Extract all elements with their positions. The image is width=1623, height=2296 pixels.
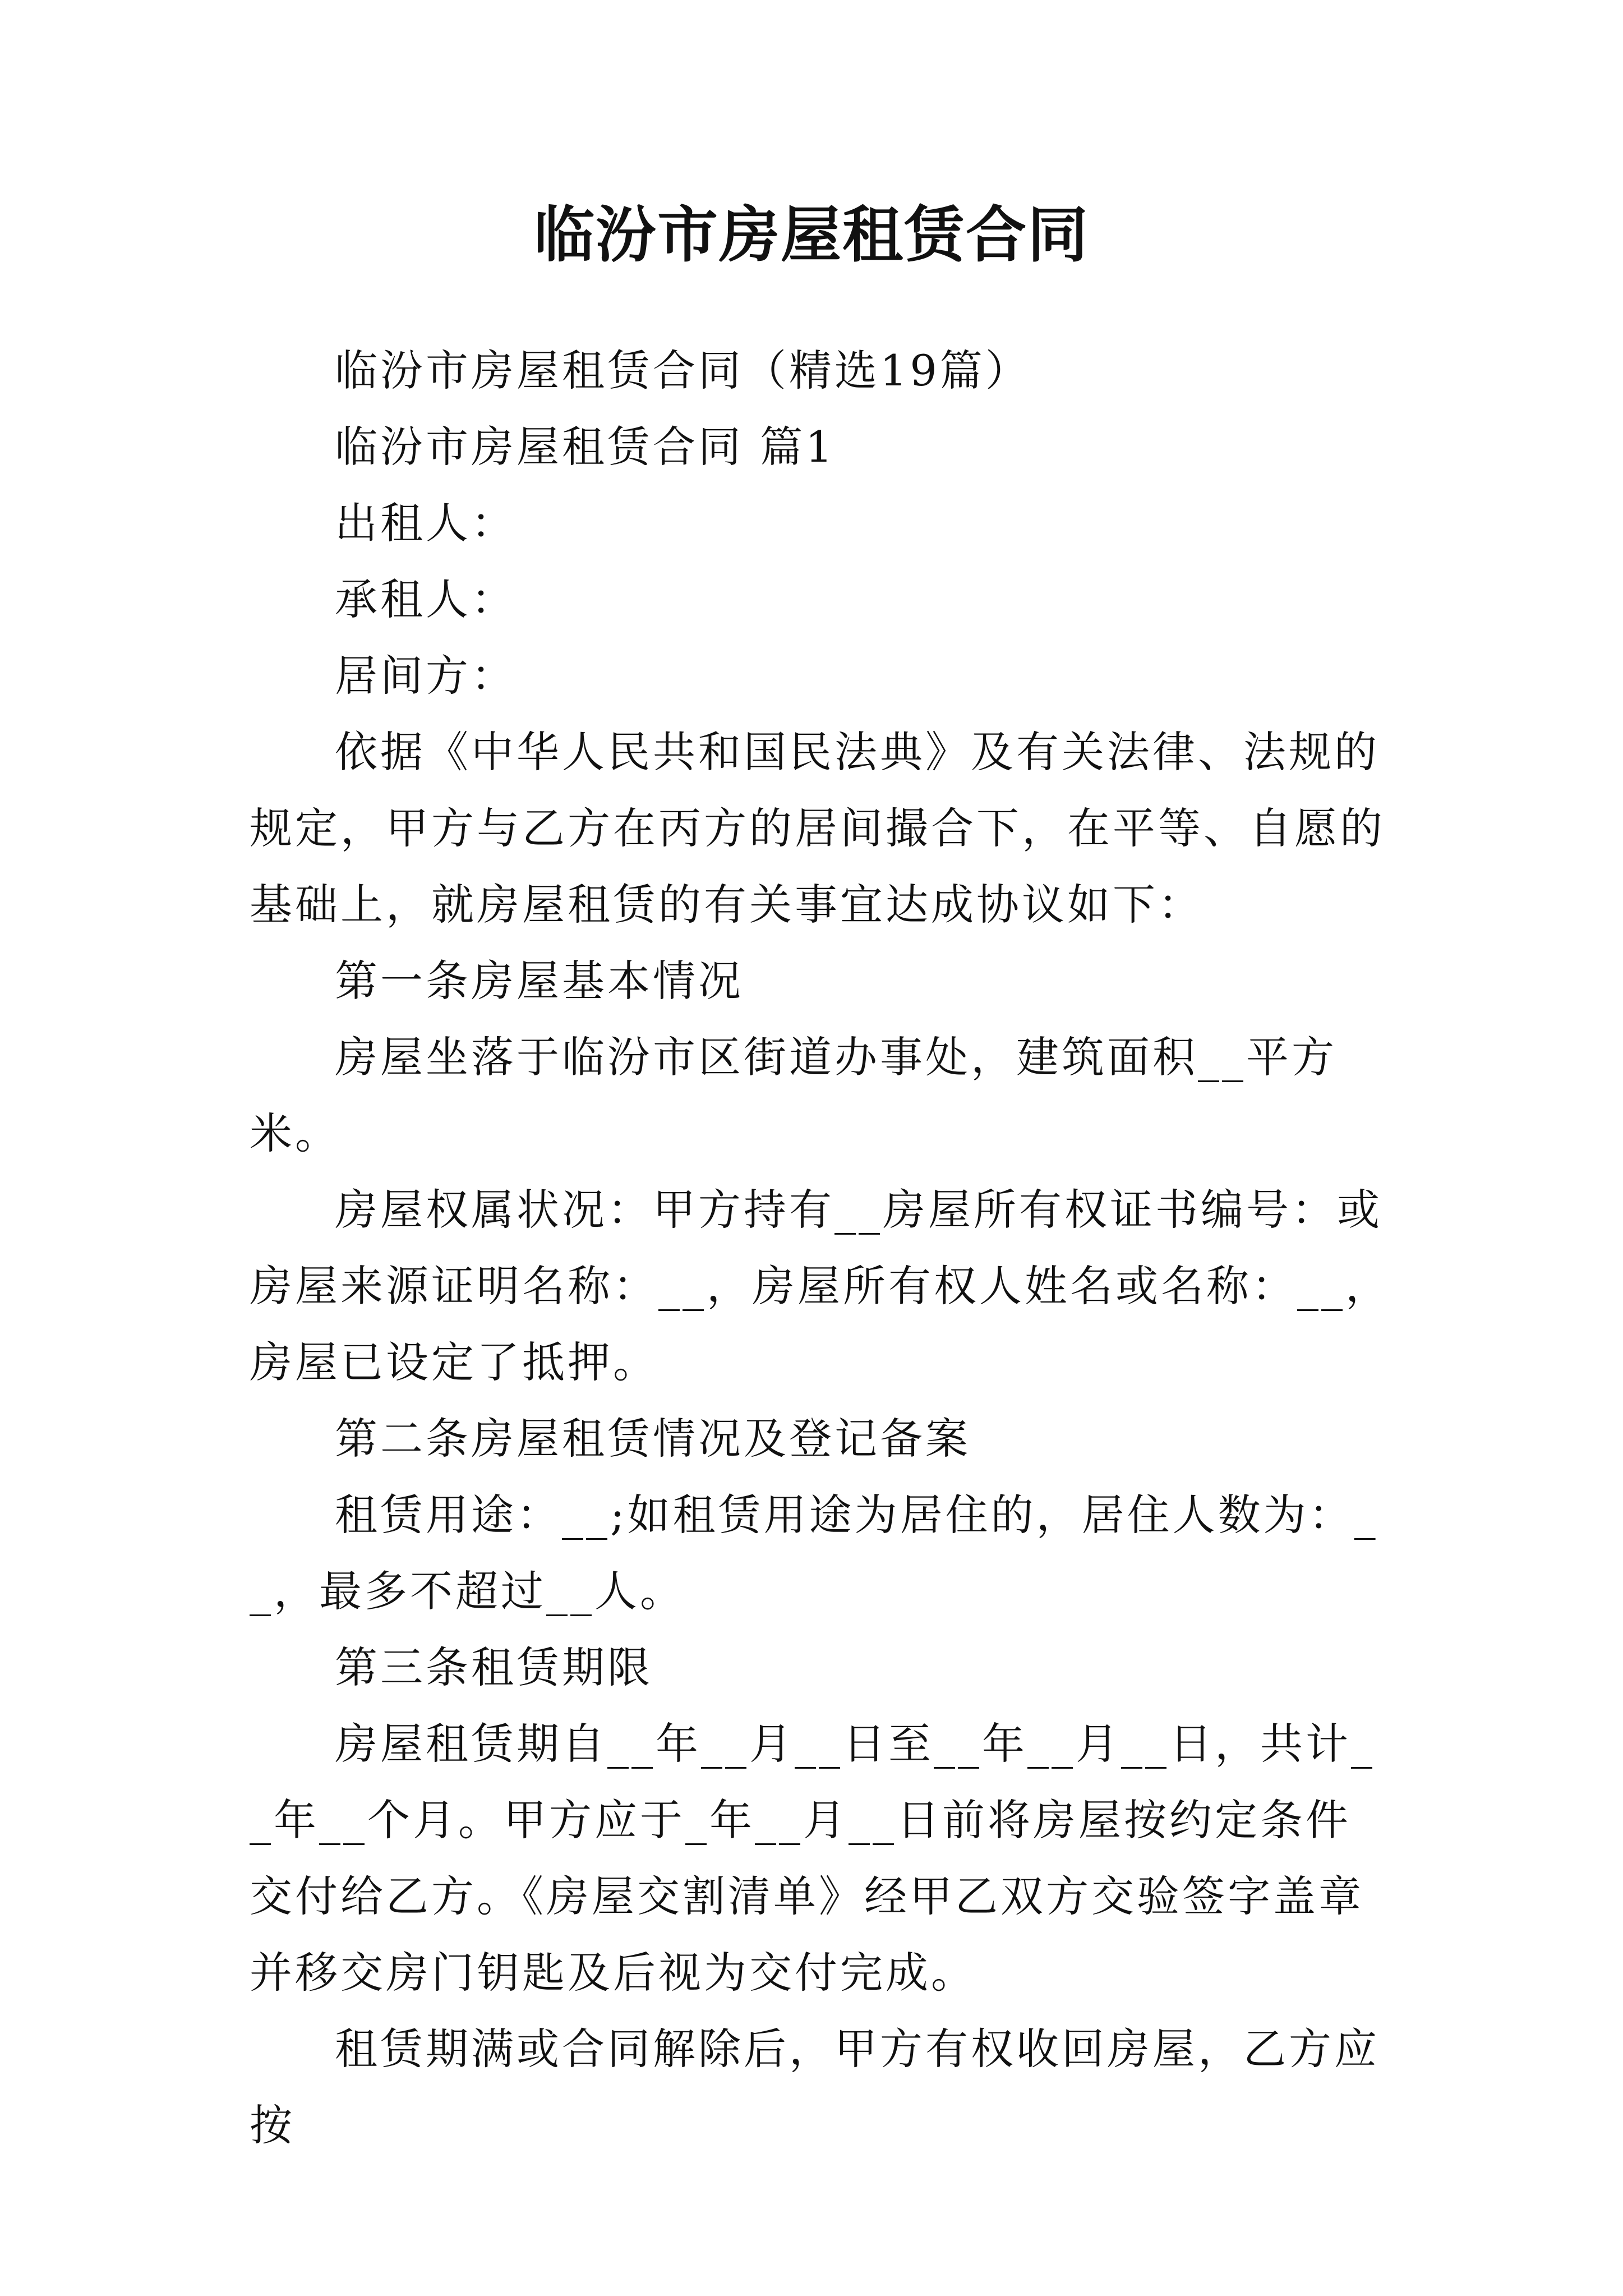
paragraph-article-3-heading: 第三条租赁期限 xyxy=(335,1642,653,1692)
paragraph-article-1-heading: 第一条房屋基本情况 xyxy=(335,956,744,1006)
paragraph-lessor: 出租人： xyxy=(335,498,517,548)
paragraph-usage: 租赁用途：__;如租赁用途为居住的，居住人数为：__，最多不超过__人。 xyxy=(250,1490,1378,1616)
document-title: 临汾市房屋租赁合同 xyxy=(533,200,1089,270)
paragraph-location: 房屋坐落于临汾市区街道办事处，建筑面积__平方米。 xyxy=(250,1032,1337,1158)
paragraph-lessee: 承租人： xyxy=(335,574,517,624)
document-body xyxy=(250,333,1394,2164)
paragraph-expiry: 租赁期满或合同解除后，甲方有权收回房屋，乙方应按 xyxy=(250,2024,1380,2150)
paragraph-section-heading: 临汾市房屋租赁合同 篇1 xyxy=(335,422,836,472)
paragraph-article-2-heading: 第二条房屋租赁情况及登记备案 xyxy=(335,1414,971,1464)
paragraph-ownership: 房屋权属状况：甲方持有__房屋所有权证书编号：或房屋来源证明名称：__，房屋所有权人姓名或名称：__，房屋已设定了抵押。 xyxy=(250,1185,1391,1387)
paragraph-subtitle: 临汾市房屋租赁合同（精选19篇） xyxy=(335,346,1031,395)
paragraph-preamble: 依据《中华人民共和国民法典》及有关法律、法规的规定，甲方与乙方在丙方的居间撮合下，在平等、自愿的基础上，就房屋租赁的有关事宜达成协议如下： xyxy=(250,727,1385,930)
paragraph-term: 房屋租赁期自__年__月__日至__年__月__日，共计__年__个月。甲方应于_年__月__日前将房屋按约定条件交付给乙方。《房屋交割清单》经甲乙双方交验签字盖章并移交房门钥匙及后视为交付完成。 xyxy=(250,1719,1375,1998)
paragraph-intermediary: 居间方： xyxy=(335,651,517,701)
